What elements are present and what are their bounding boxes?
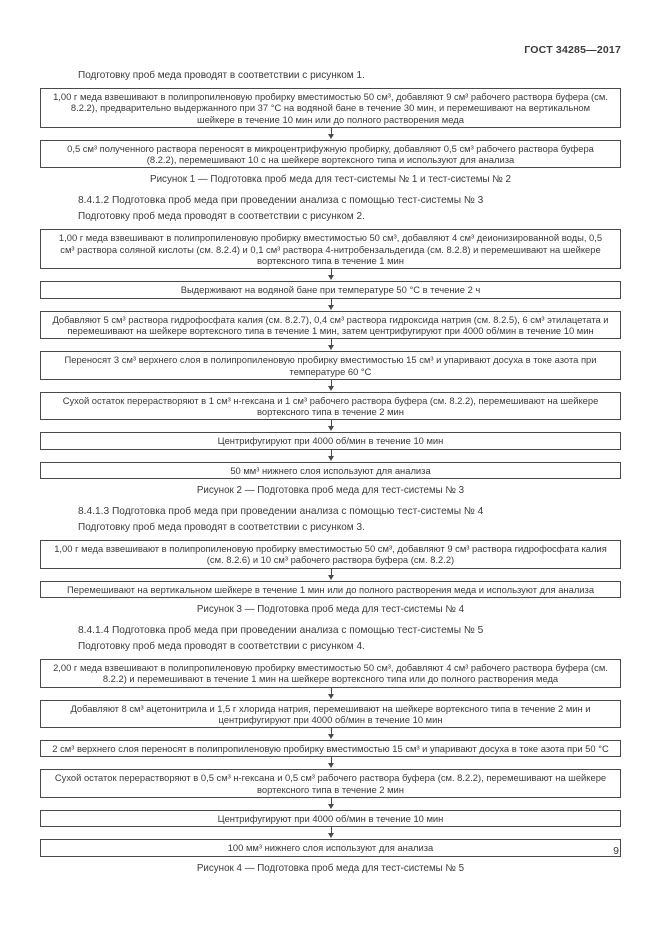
flow-box: Перемешивают на вертикальном шейкере в течение 1 мин или до полного растворения меда и используют для анализа xyxy=(40,581,621,598)
figure-4-flowchart xyxy=(40,659,621,857)
flow-box: 2,00 г меда взвешивают в полипропиленовую пробирку вместимостью 50 см³, добавляют 4 см³ рабочего раствора буфера (см. 8.2.2) и перемешивают в течение 1 мин на шейкере вортексного типа или до полного растворения меда xyxy=(40,659,621,688)
down-arrow-icon xyxy=(40,420,621,432)
down-arrow-icon xyxy=(40,380,621,392)
down-arrow-icon xyxy=(40,757,621,769)
down-arrow-icon xyxy=(40,569,621,581)
intro-paragraph-fig2: Подготовку проб меда проводят в соответствии с рисунком 2. xyxy=(78,211,365,223)
figure-3-flowchart xyxy=(40,540,621,598)
gost-number: ГОСТ 34285—2017 xyxy=(524,44,621,56)
flow-box: 0,5 см³ полученного раствора переносят в микроцентрифужную пробирку, добавляют 0,5 см³ рабочего раствора буфера (8.2.2), перемешивают 10 с на шейкере вортексного типа и используют для анализа xyxy=(40,140,621,169)
intro-paragraph-fig1: Подготовку проб меда проводят в соответствии с рисунком 1. xyxy=(78,70,365,81)
down-arrow-icon xyxy=(40,688,621,700)
flow-box: Сухой остаток перерастворяют в 0,5 см³ н-гексана и 0,5 см³ рабочего раствора буфера (см. 8.2.2), перемешивают на шейкере вортексного типа в течение 2 мин xyxy=(40,769,621,798)
figure-2-flowchart xyxy=(40,229,621,479)
flow-box: 100 мм³ нижнего слоя используют для анализа xyxy=(40,839,621,856)
down-arrow-icon xyxy=(40,269,621,281)
flow-box: Переносят 3 см³ верхнего слоя в полипропиленовую пробирку вместимостью 15 см³ и упаривают досуха в токе азота при температуре 60 °С xyxy=(40,351,621,380)
figure-3-caption: Рисунок 3 — Подготовка проб меда для тест-системы № 4 xyxy=(196,603,465,615)
flow-box: 1,00 г меда взвешивают в полипропиленовую пробирку вместимостью 50 см³, добавляют 9 см³ раствора гидрофосфата калия (см. 8.2.6) и 10 см³ рабочего раствора буфера (см. 8.2.2) xyxy=(40,540,621,569)
down-arrow-icon xyxy=(40,128,621,140)
down-arrow-icon xyxy=(40,299,621,311)
flow-box: Центрифугируют при 4000 об/мин в течение 10 мин xyxy=(40,810,621,827)
flow-box: 2 см³ верхнего слоя переносят в полипропиленовую пробирку вместимостью 15 см³ и упаривают досуха в токе азота при 50 °С xyxy=(40,740,621,757)
flow-box: 1,00 г меда взвешивают в полипропиленовую пробирку вместимостью 50 см³, добавляют 9 см³ рабочего раствора буфера (см. 8.2.2), предварительно выдержанного при 37 °С на водяной бане в течение 30 мин, и перемешивают на вертикальном шейкере в течение 10 мин или до полного растворения меда xyxy=(40,88,621,128)
section-heading-8414: 8.4.1.4 Подготовка проб меда при проведении анализа с помощью тест-системы № 5 xyxy=(78,624,484,636)
down-arrow-icon xyxy=(40,450,621,462)
figure-4-caption: Рисунок 4 — Подготовка проб меда для тест-системы № 5 xyxy=(196,862,465,874)
flow-box: 1,00 г меда взвешивают в полипропиленовую пробирку вместимостью 50 см³, добавляют 4 см³ деионизированной воды, 0,5 см³ раствора соляной кислоты (см. 8.2.4) и 0,1 см³ раствора 4-нитробензальдегида (см. 8.2.8) и перемешивают на шейкере вортексного типа в течение 1 мин xyxy=(40,229,621,269)
flow-box: Добавляют 8 см³ ацетонитрила и 1,5 г хлорида натрия, перемешивают на шейкере вортексного типа в течение 2 мин и центрифугируют при 4000 об/мин в течение 10 мин xyxy=(40,700,621,729)
figure-2-caption: Рисунок 2 — Подготовка проб меда для тест-системы № 3 xyxy=(196,485,465,497)
down-arrow-icon xyxy=(40,728,621,740)
flow-box: 50 мм³ нижнего слоя используют для анализа xyxy=(40,462,621,479)
section-heading-8413: 8.4.1.3 Подготовка проб меда при проведении анализа с помощью тест-системы № 4 xyxy=(78,506,484,518)
down-arrow-icon xyxy=(40,339,621,351)
intro-paragraph-fig4: Подготовку проб меда проводят в соответствии с рисунком 4. xyxy=(78,640,365,652)
page-number: 9 xyxy=(613,845,619,857)
down-arrow-icon xyxy=(40,798,621,810)
figure-1-flowchart xyxy=(40,88,621,168)
down-arrow-icon xyxy=(40,827,621,839)
flow-box: Центрифугируют при 4000 об/мин в течение 10 мин xyxy=(40,432,621,449)
section-heading-8412: 8.4.1.2 Подготовка проб меда при проведении анализа с помощью тест-системы № 3 xyxy=(78,195,484,207)
flow-box: Выдерживают на водяной бане при температуре 50 °С в течение 2 ч xyxy=(40,281,621,298)
intro-paragraph-fig3: Подготовку проб меда проводят в соответствии с рисунком 3. xyxy=(78,522,365,534)
flow-box: Сухой остаток перерастворяют в 1 см³ н-гексана и 1 см³ рабочего раствора буфера (см. 8.2.2), перемешивают на шейкере вортексного типа в течение 2 мин xyxy=(40,392,621,421)
flow-box: Добавляют 5 см³ раствора гидрофосфата калия (см. 8.2.7), 0,4 см³ раствора гидроксида натрия (см. 8.2.5), 6 см³ этилацетата и перемешивают на шейкере вортексного типа в течение 1 мин, затем центрифугируют при 4000 об/мин в течение 10 мин xyxy=(40,311,621,340)
figure-1-caption: Рисунок 1 — Подготовка проб меда для тест-системы № 1 и тест-системы № 2 xyxy=(150,174,511,186)
